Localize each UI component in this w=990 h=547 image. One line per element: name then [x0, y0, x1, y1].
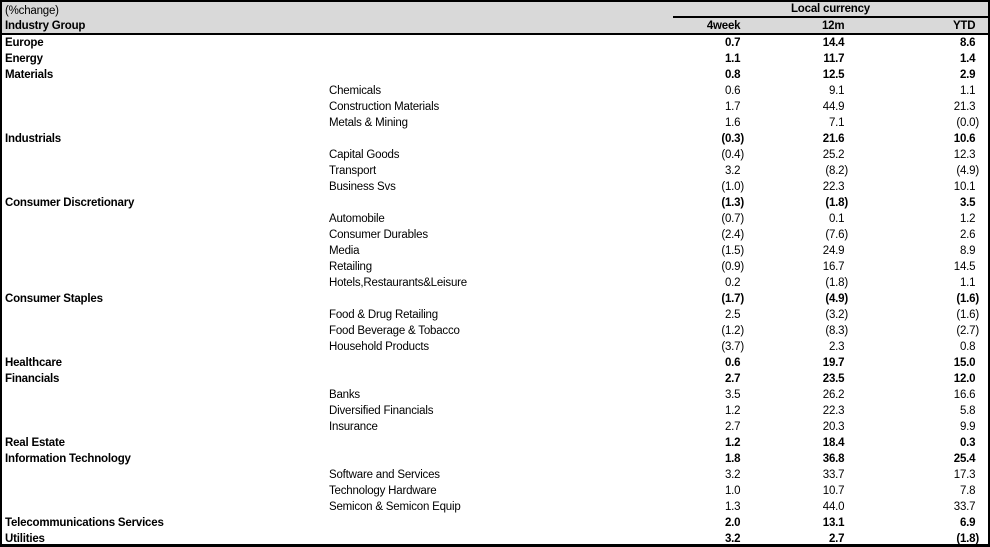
row-spacer	[979, 83, 988, 99]
value-cell: 2.7	[724, 421, 741, 433]
value-cell: 2.7	[828, 533, 845, 545]
value-cell: 10.7	[822, 485, 845, 497]
row-spacer	[979, 339, 988, 355]
column-header-12m: 12m	[821, 20, 845, 32]
value-cell: 1.3	[724, 501, 741, 513]
value-cell: (0.7)	[721, 213, 744, 225]
value-cell: 3.2	[724, 533, 741, 545]
table-row	[2, 451, 988, 467]
value-cell: (2.4)	[721, 229, 744, 241]
table-row	[2, 307, 988, 323]
table-row	[2, 99, 988, 115]
industry-label: Hotels,Restaurants&Leisure	[329, 277, 467, 289]
industry-label: Telecommunications Services	[5, 517, 164, 529]
value-cell: 0.1	[828, 213, 845, 225]
table-row	[2, 355, 988, 371]
row-spacer	[979, 227, 988, 243]
value-cell: (1.3)	[721, 197, 744, 209]
value-cell: 5.8	[959, 405, 976, 417]
row-spacer	[979, 163, 988, 179]
value-cell: (1.7)	[721, 293, 744, 305]
value-cell: 2.0	[724, 517, 741, 529]
value-cell: 0.6	[724, 85, 741, 97]
value-cell: 1.1	[959, 85, 976, 97]
value-cell: 26.2	[822, 389, 845, 401]
value-cell: 21.3	[953, 101, 976, 113]
table-row	[2, 195, 988, 211]
row-spacer	[979, 179, 988, 195]
table-row	[2, 339, 988, 355]
table-row	[2, 387, 988, 403]
value-cell: 10.6	[953, 133, 976, 145]
value-cell: 25.2	[822, 149, 845, 161]
row-spacer	[979, 99, 988, 115]
row-spacer	[979, 515, 988, 531]
value-cell: 0.2	[724, 277, 741, 289]
value-cell: (0.4)	[721, 149, 744, 161]
value-cell: 17.3	[953, 469, 976, 481]
table-row	[2, 131, 988, 147]
row-spacer	[979, 195, 988, 211]
industry-label: Financials	[5, 373, 60, 385]
row-spacer	[979, 403, 988, 419]
industry-label: Diversified Financials	[329, 405, 434, 417]
value-cell: 2.3	[828, 341, 845, 353]
table-row	[2, 147, 988, 163]
value-cell: (1.0)	[721, 181, 744, 193]
industry-label: Retailing	[329, 261, 372, 273]
table-row	[2, 403, 988, 419]
row-spacer	[979, 51, 988, 67]
value-cell: 19.7	[822, 357, 845, 369]
row-spacer	[979, 243, 988, 259]
value-cell: 0.3	[959, 437, 976, 449]
value-cell: 7.1	[828, 117, 845, 129]
value-cell: 14.5	[953, 261, 976, 273]
table-row	[2, 83, 988, 99]
table-row	[2, 467, 988, 483]
value-cell: 0.8	[959, 341, 976, 353]
row-spacer	[979, 67, 988, 83]
value-cell: 0.8	[724, 69, 741, 81]
industry-group-header: Industry Group	[5, 20, 86, 32]
row-spacer	[979, 131, 988, 147]
table-row	[2, 483, 988, 499]
value-cell: (1.2)	[721, 325, 744, 337]
table-row	[2, 211, 988, 227]
table-row	[2, 371, 988, 387]
table-row	[2, 51, 988, 67]
value-cell: 14.4	[822, 37, 845, 49]
value-cell: 1.2	[724, 437, 741, 449]
column-header-ytd: YTD	[952, 20, 976, 32]
industry-label: Technology Hardware	[329, 485, 437, 497]
row-spacer	[979, 147, 988, 163]
value-cell: 1.1	[724, 53, 741, 65]
value-cell: (1.8)	[825, 277, 848, 289]
row-spacer	[979, 531, 988, 547]
value-cell: 1.2	[724, 405, 741, 417]
value-cell: 3.2	[724, 469, 741, 481]
table-body	[2, 35, 988, 547]
table-row	[2, 419, 988, 435]
table-row	[2, 499, 988, 515]
value-cell: 21.6	[822, 133, 845, 145]
value-cell: 3.2	[724, 165, 741, 177]
value-cell: (1.6)	[956, 309, 979, 321]
column-header-4week: 4week	[706, 20, 741, 32]
value-cell: (1.6)	[956, 293, 979, 305]
value-cell: 10.1	[953, 181, 976, 193]
value-cell: 16.6	[953, 389, 976, 401]
value-cell: 20.3	[822, 421, 845, 433]
value-cell: (7.6)	[825, 229, 848, 241]
table-row	[2, 531, 988, 547]
value-cell: 2.6	[959, 229, 976, 241]
industry-label: Household Products	[329, 341, 429, 353]
value-cell: 9.1	[828, 85, 845, 97]
value-cell: 0.6	[724, 357, 741, 369]
value-cell: 22.3	[822, 181, 845, 193]
value-cell: (2.7)	[956, 325, 979, 337]
row-spacer	[979, 307, 988, 323]
table-row	[2, 323, 988, 339]
value-cell: 23.5	[822, 373, 845, 385]
value-cell: 12.3	[953, 149, 976, 161]
value-cell: 8.9	[959, 245, 976, 257]
industry-label: Chemicals	[329, 85, 381, 97]
table-row	[2, 35, 988, 51]
value-cell: (1.8)	[825, 197, 848, 209]
row-spacer	[979, 35, 988, 51]
industry-label: Europe	[5, 37, 44, 49]
header-row-columns	[2, 18, 988, 35]
row-spacer	[979, 115, 988, 131]
industry-label: Food & Drug Retailing	[329, 309, 438, 321]
table-row	[2, 275, 988, 291]
industry-label: Information Technology	[5, 453, 131, 465]
value-cell: 18.4	[822, 437, 845, 449]
value-cell: 12.0	[953, 373, 976, 385]
value-cell: 2.7	[724, 373, 741, 385]
row-spacer	[979, 259, 988, 275]
value-cell: 1.8	[724, 453, 741, 465]
table-row	[2, 243, 988, 259]
industry-label: Media	[329, 245, 360, 257]
table-row	[2, 227, 988, 243]
value-cell: 9.9	[959, 421, 976, 433]
value-cell: (4.9)	[825, 293, 848, 305]
industry-label: Metals & Mining	[329, 117, 408, 129]
table-row	[2, 67, 988, 83]
value-cell: 7.8	[959, 485, 976, 497]
industry-label: Capital Goods	[329, 149, 400, 161]
industry-label: Industrials	[5, 133, 61, 145]
value-cell: 1.2	[959, 213, 976, 225]
value-cell: 44.9	[822, 101, 845, 113]
table-row	[2, 515, 988, 531]
table-row	[2, 163, 988, 179]
row-spacer	[979, 323, 988, 339]
value-cell: 2.9	[959, 69, 976, 81]
value-cell: 36.8	[822, 453, 845, 465]
industry-label: Real Estate	[5, 437, 65, 449]
value-cell: 2.5	[724, 309, 741, 321]
value-cell: 22.3	[822, 405, 845, 417]
value-cell: (0.9)	[721, 261, 744, 273]
row-spacer	[979, 211, 988, 227]
table-row	[2, 259, 988, 275]
value-cell: (8.2)	[825, 165, 848, 177]
value-cell: 8.6	[959, 37, 976, 49]
industry-label: Insurance	[329, 421, 378, 433]
row-spacer	[979, 355, 988, 371]
industry-label: Consumer Staples	[5, 293, 103, 305]
value-cell: 3.5	[959, 197, 976, 209]
row-spacer	[979, 483, 988, 499]
industry-label: Transport	[329, 165, 376, 177]
row-spacer	[979, 291, 988, 307]
industry-label: Materials	[5, 69, 54, 81]
industry-label: Food Beverage & Tobacco	[329, 325, 460, 337]
industry-label: Software and Services	[329, 469, 440, 481]
value-cell: 1.4	[959, 53, 976, 65]
table-row	[2, 115, 988, 131]
industry-label: Semicon & Semicon Equip	[329, 501, 461, 513]
row-spacer	[979, 275, 988, 291]
industry-label: Consumer Discretionary	[5, 197, 135, 209]
industry-label: Banks	[329, 389, 360, 401]
value-cell: 15.0	[953, 357, 976, 369]
value-cell: 1.0	[724, 485, 741, 497]
value-cell: 25.4	[953, 453, 976, 465]
row-spacer	[979, 467, 988, 483]
row-spacer	[979, 419, 988, 435]
table-row	[2, 179, 988, 195]
value-cell: 1.6	[724, 117, 741, 129]
industry-label: Utilities	[5, 533, 45, 545]
pct-change-label: (%change)	[5, 5, 59, 17]
value-cell: (0.3)	[721, 133, 744, 145]
industry-label: Consumer Durables	[329, 229, 428, 241]
value-cell: 1.1	[959, 277, 976, 289]
row-spacer	[979, 499, 988, 515]
row-spacer	[979, 371, 988, 387]
value-cell: (4.9)	[956, 165, 979, 177]
industry-label: Business Svs	[329, 181, 396, 193]
value-cell: (1.8)	[956, 533, 979, 545]
header-row-top	[2, 2, 988, 18]
table-row	[2, 291, 988, 307]
table-row	[2, 435, 988, 451]
value-cell: (0.0)	[956, 117, 979, 129]
value-cell: 13.1	[822, 517, 845, 529]
value-cell: 24.9	[822, 245, 845, 257]
industry-label: Automobile	[329, 213, 385, 225]
value-cell: (3.2)	[825, 309, 848, 321]
value-cell: 3.5	[724, 389, 741, 401]
value-cell: 44.0	[822, 501, 845, 513]
industry-label: Healthcare	[5, 357, 62, 369]
value-cell: (8.3)	[825, 325, 848, 337]
row-spacer	[979, 451, 988, 467]
value-cell: 16.7	[822, 261, 845, 273]
row-spacer	[979, 435, 988, 451]
value-cell: 6.9	[959, 517, 976, 529]
value-cell: 33.7	[822, 469, 845, 481]
value-cell: (3.7)	[721, 341, 744, 353]
industry-label: Energy	[5, 53, 43, 65]
row-spacer	[979, 387, 988, 403]
value-cell: 1.7	[724, 101, 741, 113]
value-cell: 11.7	[823, 53, 845, 65]
value-cell: 12.5	[822, 69, 845, 81]
value-cell: 33.7	[953, 501, 976, 513]
value-cell: 0.7	[724, 37, 741, 49]
industry-label: Construction Materials	[329, 101, 440, 113]
table-header	[2, 2, 988, 35]
value-cell: (1.5)	[721, 245, 744, 257]
currency-group-header: Local currency	[673, 2, 988, 18]
